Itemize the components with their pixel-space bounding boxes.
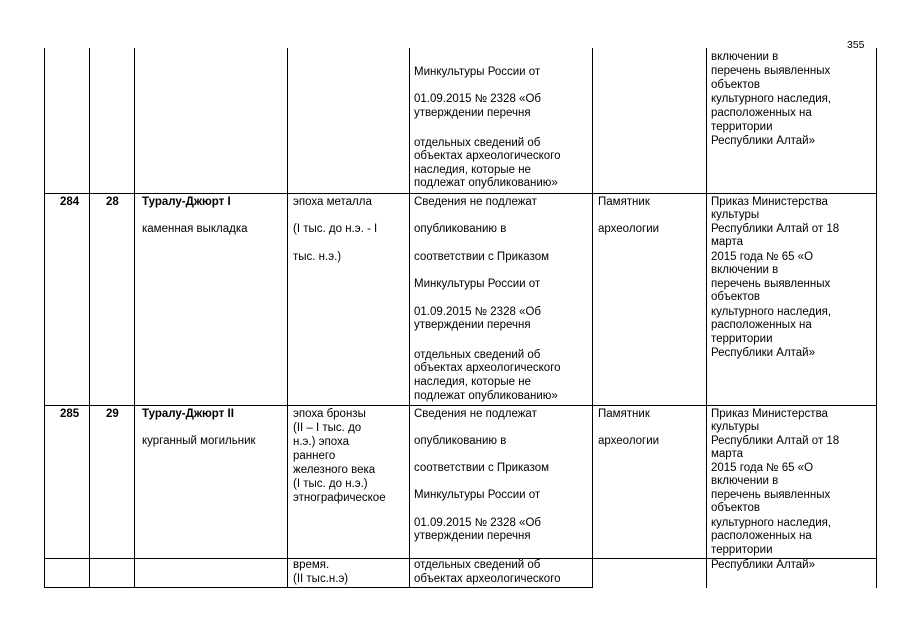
cell-dating: (II тыс.н.э) [293, 573, 349, 585]
cell-act: Республики Алтай» [711, 559, 816, 571]
cell-act: расположенных на [711, 530, 812, 542]
cell-act: перечень выявленных [711, 65, 831, 77]
cell-dating: н.э.) эпоха [293, 436, 350, 448]
cell-dating: (I тыс. до н.э.) [293, 478, 368, 490]
cell-category: Памятник [598, 196, 650, 208]
cell-act: включении в [711, 264, 779, 276]
cell-location: Сведения не подлежат [414, 408, 537, 420]
cell-location: утверждении перечня [414, 107, 531, 119]
cell-location: отдельных сведений об [414, 349, 541, 361]
cell-location: Сведения не подлежат [414, 196, 537, 208]
cell-category: археологии [598, 223, 660, 235]
grid-line [44, 587, 593, 588]
grid-line [592, 48, 593, 588]
cell-act: культурного наследия, [711, 517, 832, 529]
cell-act: Республики Алтай» [711, 347, 816, 359]
cell-location: утверждении перечня [414, 319, 531, 331]
cell-act: Республики Алтай от 18 [711, 435, 840, 447]
cell-dating: время. [293, 559, 330, 571]
cell-location: Минкультуры России от [414, 278, 541, 290]
grid-line [409, 48, 410, 588]
cell-act: марта [711, 448, 743, 460]
cell-location: объектах археологического [414, 150, 561, 162]
cell-category: археологии [598, 435, 660, 447]
cell-name: Туралу-Джюрт I [142, 196, 231, 208]
cell-location: отдельных сведений об [414, 137, 541, 149]
page-number: 355 [847, 39, 865, 51]
cell-act: культурного наследия, [711, 306, 832, 318]
cell-dating: эпоха металла [293, 196, 372, 208]
cell-act: Приказ Министерства [711, 408, 828, 420]
cell-act: культуры [711, 209, 760, 221]
cell-act: 2015 года № 65 «О [711, 251, 814, 263]
cell-act: объектов [711, 79, 760, 91]
cell-act: 2015 года № 65 «О [711, 462, 814, 474]
cell-location: подлежат опубликованию» [414, 177, 558, 189]
grid-line [44, 193, 877, 194]
cell-act: объектов [711, 291, 760, 303]
cell-act: культуры [711, 421, 760, 433]
cell-location: Минкультуры России от [414, 489, 541, 501]
cell-location: утверждении перечня [414, 530, 531, 542]
cell-dating: раннего [293, 450, 336, 462]
cell-location: объектах археологического [414, 362, 561, 374]
cell-act: Республики Алтай» [711, 135, 816, 147]
grid-line [44, 405, 877, 406]
cell-location: опубликованию в [414, 223, 507, 235]
cell-category: Памятник [598, 408, 650, 420]
cell-location: наследия, которые не [414, 164, 531, 176]
cell-dating: железного века [293, 464, 376, 476]
cell-act: включении в [711, 475, 779, 487]
cell-number: 284 [60, 196, 80, 208]
grid-line [89, 48, 90, 588]
grid-line [287, 48, 288, 588]
cell-number: 285 [60, 408, 80, 420]
cell-location: наследия, которые не [414, 376, 531, 388]
cell-location: Минкультуры России от [414, 66, 541, 78]
cell-act: территории [711, 121, 773, 133]
grid-line [44, 48, 45, 588]
grid-line [706, 48, 707, 588]
cell-act: объектов [711, 502, 760, 514]
cell-location: 01.09.2015 № 2328 «Об [414, 306, 541, 318]
cell-act: включении в [711, 51, 779, 63]
cell-location: соответствии с Приказом [414, 251, 550, 263]
cell-dating: эпоха бронзы [293, 408, 366, 420]
cell-dating: (II – I тыс. до [293, 422, 362, 434]
cell-act: Республики Алтай от 18 [711, 223, 840, 235]
cell-act: территории [711, 544, 773, 556]
grid-line [134, 48, 135, 588]
cell-location: 01.09.2015 № 2328 «Об [414, 517, 541, 529]
cell-location: отдельных сведений об [414, 559, 541, 571]
cell-act: марта [711, 236, 743, 248]
cell-name: Туралу-Джюрт II [142, 408, 234, 420]
cell-act: перечень выявленных [711, 489, 831, 501]
cell-act: расположенных на [711, 107, 812, 119]
cell-act: территории [711, 333, 773, 345]
grid-line [876, 48, 877, 588]
cell-act: перечень выявленных [711, 278, 831, 290]
cell-act: расположенных на [711, 319, 812, 331]
cell-type: каменная выкладка [142, 223, 248, 235]
cell-dating: (I тыс. до н.э. - I [293, 223, 378, 235]
cell-location: 01.09.2015 № 2328 «Об [414, 93, 541, 105]
cell-sub-number: 28 [106, 196, 119, 208]
cell-act: культурного наследия, [711, 93, 832, 105]
cell-dating: тыс. н.э.) [293, 251, 342, 263]
cell-type: курганный могильник [142, 435, 256, 447]
cell-act: Приказ Министерства [711, 196, 828, 208]
cell-sub-number: 29 [106, 408, 119, 420]
cell-location: соответствии с Приказом [414, 462, 550, 474]
cell-location: опубликованию в [414, 435, 507, 447]
cell-location: объектах археологического [414, 573, 561, 585]
cell-location: подлежат опубликованию» [414, 390, 558, 402]
cell-dating: этнографическое [293, 492, 386, 504]
